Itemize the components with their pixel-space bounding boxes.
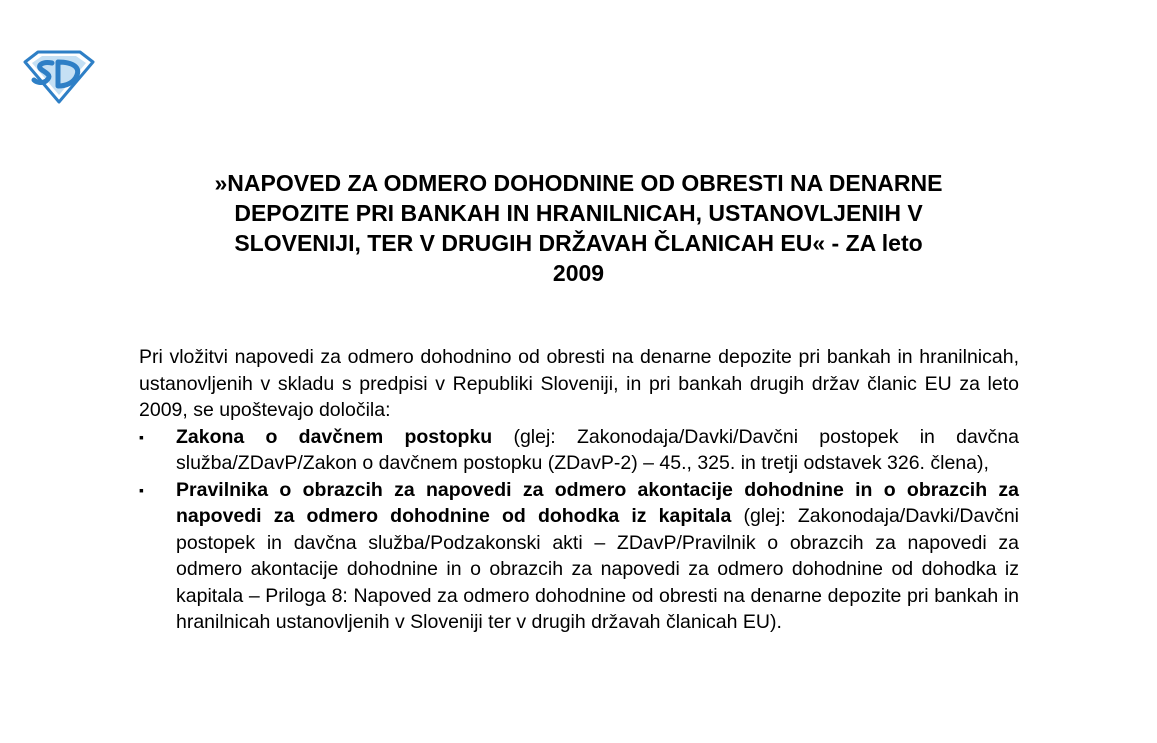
bullet-square-icon: ▪ — [139, 481, 144, 498]
list-item — [139, 477, 1019, 636]
document-title — [120, 168, 1037, 288]
law-name: Zakona o davčnem postopku — [176, 425, 493, 448]
sd-shield-logo-icon — [22, 48, 96, 104]
document-body — [139, 344, 1019, 636]
title-line: »NAPOVED ZA ODMERO DOHODNINE OD OBRESTI NA DENARNE — [214, 170, 943, 196]
regulation-name: Pravilnika o obrazcih za napovedi za odmero akontacije dohodnine in o obrazcih za napovedi za odmero dohodnine od dohodka iz kapitala — [176, 478, 1019, 527]
law-reference: (glej: Zakonodaja/Davki/Davčni postopek in davčna služba/ZDavP/Zakon o davčnem postopku (ZDavP-2) – 45., 325. in tretji odstavek 326. člena), — [176, 425, 1019, 474]
regulation-reference: (glej: Zakonodaja/Davki/Davčni postopek in davčna služba/Podzakonski akti – ZDavP/Pravilnik o obrazcih za napovedi za odmero akontacije dohodnine in o obrazcih za napovedi za odmero dohodnine od dohodka iz kapitala – Priloga 8: Napoved za odmero dohodnine od obresti na denarne depozite pri bankah in hranilnicah ustanovljenih v Sloveniji ter v drugih državah članicah EU). — [176, 505, 1020, 633]
title-line: 2009 — [552, 260, 605, 286]
bullet-square-icon: ▪ — [139, 428, 144, 445]
title-line: DEPOZITE PRI BANKAH IN HRANILNICAH, USTANOVLJENIH V — [234, 200, 923, 226]
regulation-list — [139, 424, 1019, 636]
title-line: SLOVENIJI, TER V DRUGIH DRŽAVAH ČLANICAH EU« - ZA leto — [234, 230, 923, 256]
intro-paragraph: Pri vložitvi napovedi za odmero dohodnino od obresti na denarne depozite pri bankah in hranilnicah, ustanovljenih v skladu s predpisi v Republiki Sloveniji, in pri bankah drugih držav članic EU za leto 2009, se upoštevajo določila: — [139, 346, 1019, 421]
list-item — [139, 424, 1019, 477]
